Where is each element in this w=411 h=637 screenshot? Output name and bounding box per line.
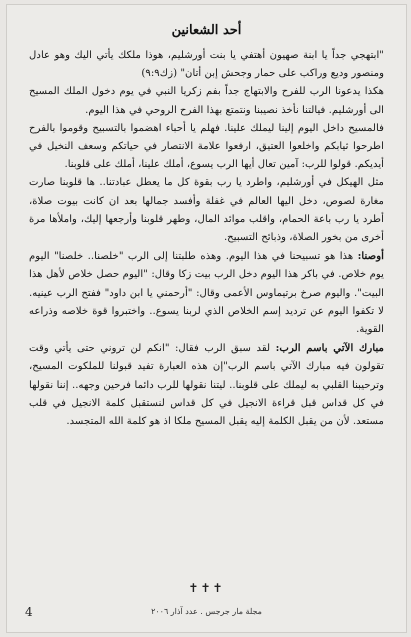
blessed-label: مبارك الآتي باسم الرب:: [275, 342, 384, 355]
advice-label: أوصنا:: [357, 250, 384, 263]
document-title: أحد الشعانين: [171, 23, 242, 38]
body-paragraph: مثل الهيكل في أورشليم، واطرد يا رب بقوة كل ما يعطل عبادتنا.. ها قلوبنا صارت مغارة لصوص، دخل اليها العالم في غفلة وأفسد جمالها بعد ان كانت بيوت صلاة، أطرد يا رب باعة الحمام، واقلب موائد المال، وطهر قلوبنا وأرجعها إليك، واملأها مرة أخرى من بخور الصلاة، وذبائح التسبيح.: [29, 177, 384, 244]
document-page: [6, 4, 407, 633]
blessed-text: لقد سبق الرب فقال: "انكم لن تروني حتى يأتي وقت تقولون فيه مبارك الآتي باسم الرب"إن هذه العبارة تفيد قبولنا للملكوت المسيح، وترحيبنا القلبي به ليملك على قلوبنا.. ليتنا نقولها للرب دائما فرحين وجهه.. إننا نقولها في كل قداس قبل قراءة الانجيل في كل قداس لنستقبل كلمة الانجيل في قلب مستعد. لأن من يقبل الكلمة إليه يقبل المسيح ملكا اذ هو كلمة الله المتجسد.: [29, 343, 384, 428]
blessed-paragraph: [29, 339, 384, 431]
document-body: [29, 47, 384, 431]
advice-paragraph: [29, 247, 384, 339]
body-paragraph: "ابتهجي جداً يا ابنة صهيون أهتفي يا بنت أورشليم، هوذا ملكك يأتي اليك وهو عادل ومنصور وديع وراكب على حمار وجحش إبن أتان" (زك٩:٩): [29, 50, 384, 80]
advice-text: هذا هو تسبيحنا في هذا اليوم. وهذه طلبتنا إلى الرب "خلصنا.. خلصنا" اليوم يوم خلاص. في باكر هذا اليوم دخل الرب بيت زكا وقال: "اليوم حصل خلاص لأهل هذا البيت". واليوم صرخ برتيماوس الأعمى وقال: "أرحمني يا ابن داود" ففتح الرب عينيه. لا تكفوا اليوم عن ترديد إسم الخلاص الذي لربنا يسوع.. واختبروا قوة خلاصه وذراعه القوية.: [29, 251, 384, 336]
body-paragraph: هكذا يدعونا الرب للفرح والابتهاج جداً بفم زكريا النبي في يوم دخول الملك المسيح الى أورشليم. فيالتنا نأخذ نصيبنا ونتمتع بهذا الفرح الروحي في هذا اليوم.: [29, 86, 384, 116]
page-number: 4: [25, 605, 33, 619]
crosses-ornament: ✝✝✝: [188, 581, 225, 595]
page-footer: [25, 605, 388, 623]
footer-text: مجلة مار جرجس . عدد آذار ٢٠٠٦: [151, 607, 262, 616]
body-paragraph: فالمسيح داخل اليوم إلينا ليملك علينا. فهلم يا أحباء اهضموا بالتسبيح وقوموا بالفرح اطرحوا ثيابكم واخلعوا العتيق، ارفعوا علامة الانتصار في حياتكم وسعف النخيل في أيديكم. قولوا للرب: آمين تعال أيها الرب يسوع، أملك علينا، أملك على قلوبنا.: [29, 122, 384, 171]
